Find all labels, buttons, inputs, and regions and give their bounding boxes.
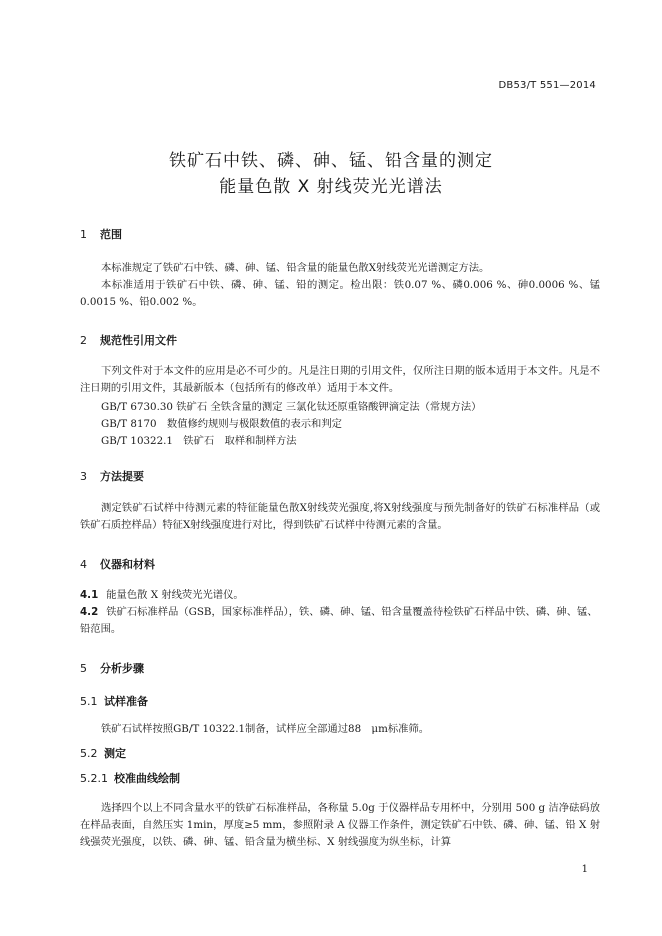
reference-item: GB/T 8170 数值修约规则与极限数值的表示和判定 (101, 418, 342, 430)
instrument-item (80, 604, 600, 638)
section-number: 4 (80, 558, 87, 571)
section-1-paragraph-1: 本标准规定了铁矿石中铁、磷、砷、锰、铅含量的能量色散X射线荧光光谱测定方法。 (101, 262, 490, 274)
section-title: 规范性引用文件 (100, 334, 177, 347)
section-5-heading (80, 660, 144, 676)
subsection-number: 5.2 (80, 747, 98, 760)
section-title: 方法提要 (100, 470, 144, 483)
subsection-5-1-paragraph: 铁矿石试样按照GB/T 10322.1制备，试样应全部通过88 μm标准筛。 (101, 723, 430, 735)
section-1-heading (80, 226, 122, 242)
standard-code: DB53/T 551—2014 (498, 80, 596, 91)
section-number: 3 (80, 470, 87, 483)
subsection-5-2-1-heading (80, 770, 180, 786)
section-number: 5 (80, 662, 87, 675)
section-2-paragraph-1: 下列文件对于本文件的应用是必不可少的。凡是注日期的引用文件，仅所注日期的版本适用于本文件。凡是不注日期的引用文件，其最新版本（包括所有的修改单）适用于本文件。 (80, 365, 600, 394)
reference-item: GB/T 10322.1 铁矿石 取样和制样方法 (101, 435, 297, 447)
subsection-5-1-heading (80, 693, 148, 709)
section-1-paragraph-2: 本标准适用于铁矿石中铁、磷、砷、锰、铅的测定。检出限：铁0.07 %、磷0.006 %、砷0.0006 %、锰0.0015 %、铅0.002 %。 (80, 279, 600, 308)
page-number: 1 (581, 864, 588, 875)
section-title: 仪器和材料 (100, 558, 155, 571)
section-number: 1 (80, 228, 87, 241)
subsection-title: 校准曲线绘制 (114, 772, 180, 785)
subsection-title: 试样准备 (104, 695, 148, 708)
section-title: 分析步骤 (100, 662, 144, 675)
section-title: 范围 (100, 228, 122, 241)
section-number: 2 (80, 334, 87, 347)
subsection-number: 5.2.1 (80, 772, 108, 785)
document-title-line-2: 能量色散 X 射线荧光光谱法 (219, 177, 443, 197)
section-4-heading (80, 556, 155, 572)
reference-item: GB/T 6730.30 铁矿石 全铁含量的测定 三氯化钛还原重铬酸钾滴定法（常规方法） (101, 401, 482, 413)
document-title-line-1: 铁矿石中铁、磷、砷、锰、铅含量的测定 (169, 151, 493, 171)
subsection-title: 测定 (104, 747, 126, 760)
section-2-heading (80, 332, 177, 348)
section-3-heading (80, 468, 144, 484)
item-number: 4.1 (80, 589, 99, 601)
item-text: 能量色散 X 射线荧光光谱仪。 (106, 589, 244, 601)
item-number: 4.2 (80, 606, 99, 618)
subsection-5-2-heading (80, 745, 126, 761)
section-3-paragraph-1: 测定铁矿石试样中待测元素的特征能量色散X射线荧光强度,将X射线强度与预先制备好的铁矿石标准样品（或铁矿石质控样品）特征X射线强度进行对比，得到铁矿石试样中待测元素的含量。 (80, 502, 600, 531)
subsection-number: 5.1 (80, 695, 98, 708)
instrument-item (80, 587, 600, 604)
item-text: 铁矿石标准样品（GSB，国家标准样品），铁、磷、砷、锰、铅含量覆盖待检铁矿石样品中铁、磷、砷、锰、铅范围。 (80, 606, 598, 635)
subsection-5-2-1-paragraph: 选择四个以上不同含量水平的铁矿石标准样品，各称量 5.0g 于仪器样品专用杯中，分别用 500 g 洁净砝码放在样品表面，自然压实 1min，厚度≥5 mm，参照附录 A 仪器工作条件，测定铁矿石中铁、磷、砷、锰、铅 X 射线强荧光强度，以铁、磷、砷、锰、铅含量为横坐标、X 射线强度为纵坐标，计算 (80, 802, 600, 848)
